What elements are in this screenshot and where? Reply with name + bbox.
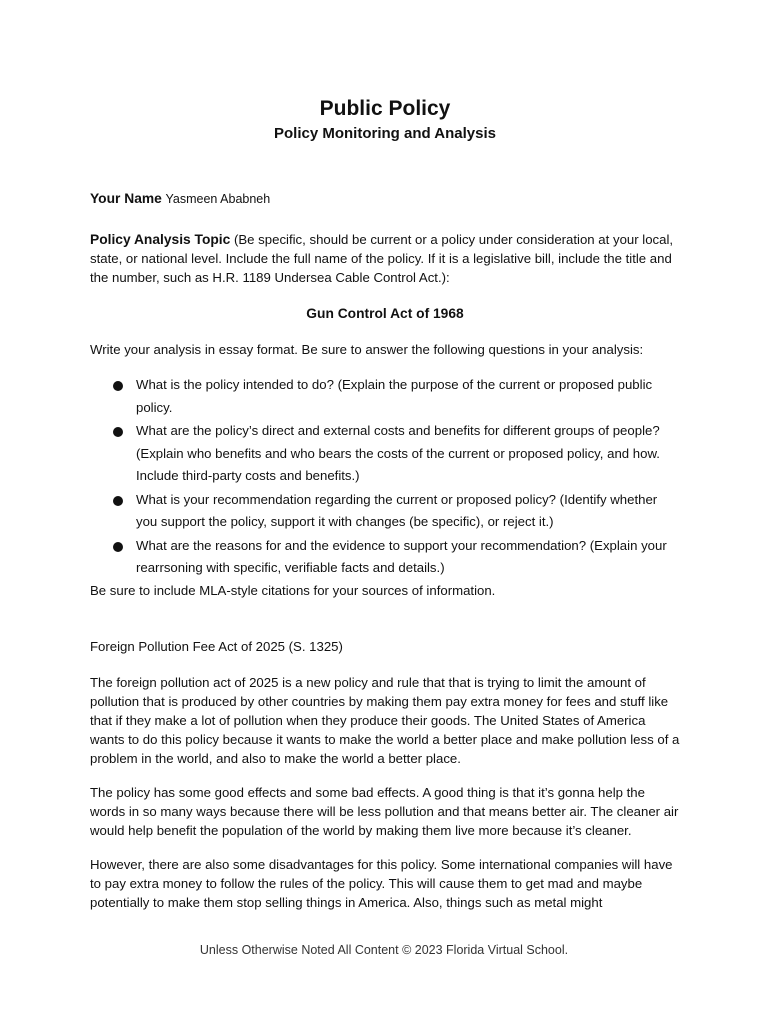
- essay-paragraph: The foreign pollution act of 2025 is a new policy and rule that that is trying to limit the amount of pollution that is produced by other countries by making them pay extra money for fees and stuff like that if they make a lot of pollution when they produce their goods. The United States of America wants to do this policy because it wants to make the world a better place and make pollution less of a problem in the world, and also to make the world a better place.: [90, 674, 680, 766]
- topic-paragraph: [90, 230, 680, 287]
- citation-note: Be sure to include MLA-style citations for your sources of information.: [90, 582, 496, 598]
- topic-instructions: (Be specific, should be current or a policy under consideration at your local, state, or national level. Include the full name of the policy. If it is a legislative bill, include the title and the number, such as H.R. 1189 Undersea Cable Control Act.):: [90, 232, 674, 285]
- question-item: [90, 420, 680, 488]
- question-item: [90, 489, 680, 534]
- bullet-icon: [113, 427, 123, 437]
- analysis-instructions: Write your analysis in essay format. Be sure to answer the following questions in your analysis:: [90, 342, 644, 357]
- question-item: [90, 374, 680, 419]
- bullet-icon: [113, 381, 123, 391]
- essay-paragraph: The policy has some good effects and some bad effects. A good thing is that it’s gonna help the words in so many ways because there will be less pollution and that means better air. The cleaner air would help benefit the population of the world by making them live more because it’s cleaner.: [90, 784, 679, 838]
- name-line: [90, 189, 680, 209]
- name-value: Yasmeen Ababneh: [165, 192, 271, 206]
- topic-label: Policy Analysis Topic: [90, 232, 231, 247]
- question-text: What are the reasons for and the evidence to support your recommendation? (Explain your rearrsoning with specific, verifiable facts and details.): [136, 537, 667, 575]
- question-text: What is the policy intended to do? (Explain the purpose of the current or proposed public policy.: [136, 377, 653, 415]
- selected-topic: Gun Control Act of 1968: [306, 306, 464, 321]
- question-text: What is your recommendation regarding the current or proposed policy? (Identify whether you support the policy, support it with changes (be specific), or reject it.): [136, 491, 658, 529]
- page-footer: Unless Otherwise Noted All Content © 2023 Florida Virtual School.: [199, 943, 569, 957]
- name-label: Your Name: [90, 191, 162, 206]
- question-item: [90, 535, 680, 580]
- question-text: What are the policy’s direct and external costs and benefits for different groups of people? (Explain who benefits and who bears the costs of the current or proposed policy, and how. Include third-party costs and benefits.): [136, 423, 660, 483]
- page-title: Public Policy: [319, 97, 451, 120]
- bullet-icon: [113, 542, 123, 552]
- essay-title: Foreign Pollution Fee Act of 2025 (S. 1325): [90, 638, 343, 654]
- page-subtitle: Policy Monitoring and Analysis: [274, 125, 496, 142]
- question-list: [90, 374, 680, 580]
- document-body: [90, 95, 680, 927]
- essay-paragraph: However, there are also some disadvantages for this policy. Some international companies will have to pay extra money to follow the rules of the policy. This will cause them to get mad and maybe potentially to make them stop selling things in America. Also, things such as metal might: [90, 856, 673, 910]
- bullet-icon: [113, 496, 123, 506]
